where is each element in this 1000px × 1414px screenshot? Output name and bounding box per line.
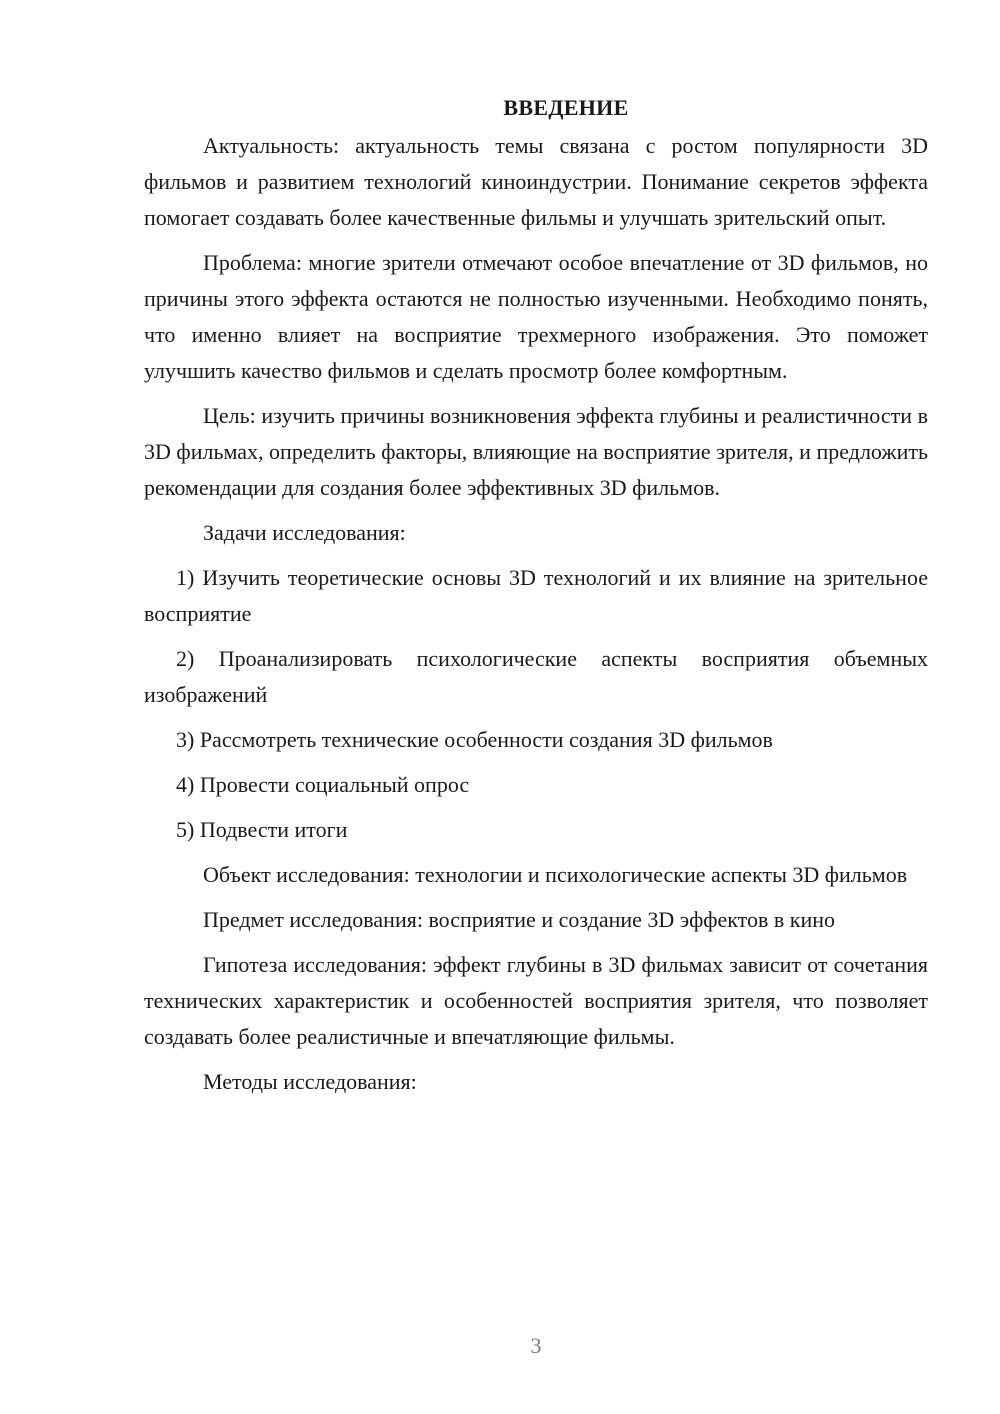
paragraph-methods: Методы исследования: [203, 1069, 417, 1094]
paragraph-goal: Цель: изучить причины возникновения эффекта глубины и реалистичности в 3D фильмах, определить факторы, влияющие на восприятие зрителя, и предложить рекомендации для создания более эффективных 3D фильмов. [144, 403, 928, 500]
task-item-1: 1) Изучить теоретические основы 3D технологий и их влияние на зрительное восприятие [144, 565, 928, 626]
paragraph-problem: Проблема: многие зрители отмечают особое впечатление от 3D фильмов, но причины этого эффекта остаются не полностью изученными. Необходимо понять, что именно влияет на восприятие трехмерного изображения. Это поможет улучшить качество фильмов и сделать просмотр более комфортным. [144, 250, 928, 383]
task-item-3: 3) Рассмотреть технические особенности создания 3D фильмов [176, 727, 773, 752]
task-item-2: 2) Проанализировать психологические аспекты восприятия объемных изображений [144, 646, 928, 707]
page-number: 3 [530, 1333, 542, 1358]
document-body [144, 90, 928, 1109]
paragraph-subject: Предмет исследования: восприятие и создание 3D эффектов в кино [203, 907, 835, 932]
task-item-5: 5) Подвести итоги [176, 817, 348, 842]
paragraph-hypothesis: Гипотеза исследования: эффект глубины в 3D фильмах зависит от сочетания технических характеристик и особенностей восприятия зрителя, что позволяет создавать более реалистичные и впечатляющие фильмы. [144, 952, 928, 1049]
paragraph-object: Объект исследования: технологии и психологические аспекты 3D фильмов [203, 862, 908, 887]
paragraph-tasks-heading: Задачи исследования: [203, 520, 406, 545]
paragraph-relevance: Актуальность: актуальность темы связана с ростом популярности 3D фильмов и развитием технологий киноиндустрии. Понимание секретов эффекта помогает создавать более качественные фильмы и улучшать зрительский опыт. [144, 133, 928, 230]
task-item-4: 4) Провести социальный опрос [176, 772, 470, 797]
section-title: ВВЕДЕНИЕ [503, 95, 629, 120]
